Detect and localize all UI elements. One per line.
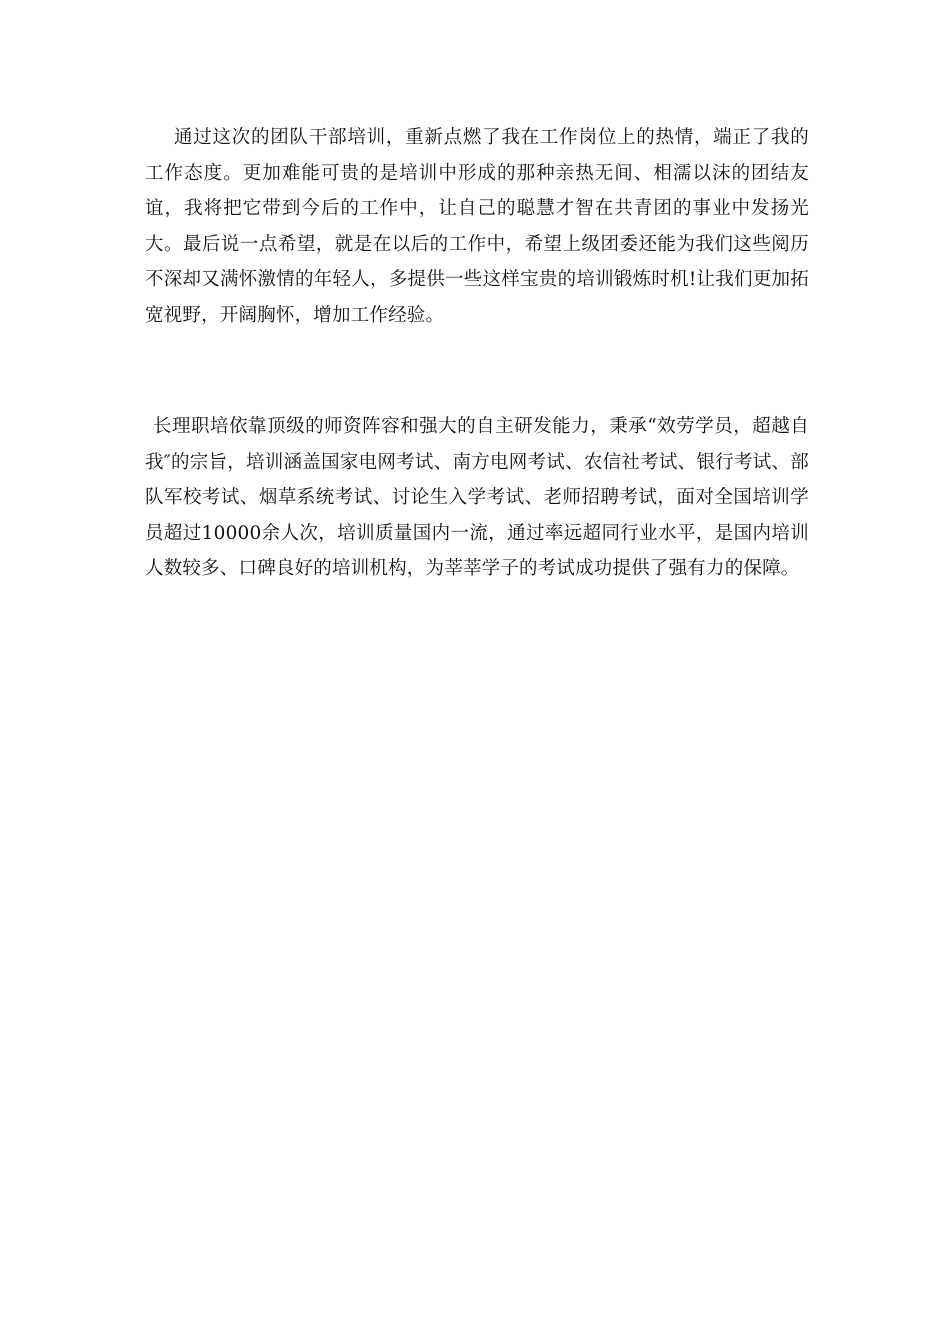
body-paragraph-training-reflection: 通过这次的团队干部培训，重新点燃了我在工作岗位上的热情，端正了我的工作态度。更加难能可贵的是培训中形成的那种亲热无间、相濡以沫的团结友谊，我将把它带到今后的工作中，让自己的聪慧才智在共青团的事业中发扬光大。最后说一点希望，就是在以后的工作中，希望上级团委还能为我们这些阅历不深却又满怀激情的年轻人，多提供一些这样宝贵的培训锻炼时机!让我们更加拓宽视野，开阔胸怀，增加工作经验。 bbox=[145, 127, 809, 326]
body-paragraph-institution-intro: 长理职培依靠顶级的师资阵容和强大的自主研发能力，秉承“效劳学员，超越自我″的宗旨，培训涵盖国家电网考试、南方电网考试、农信社考试、银行考试、部队军校考试、烟草系统考试、讨论生入学考试、老师招聘考试，面对全国培训学员超过10000余人次，培训质量国内一流，通过率远超同行业水平，是国内培训人数较多、口碑良好的培训机构，为莘莘学子的考试成功提供了强有力的保障。 bbox=[145, 416, 809, 579]
